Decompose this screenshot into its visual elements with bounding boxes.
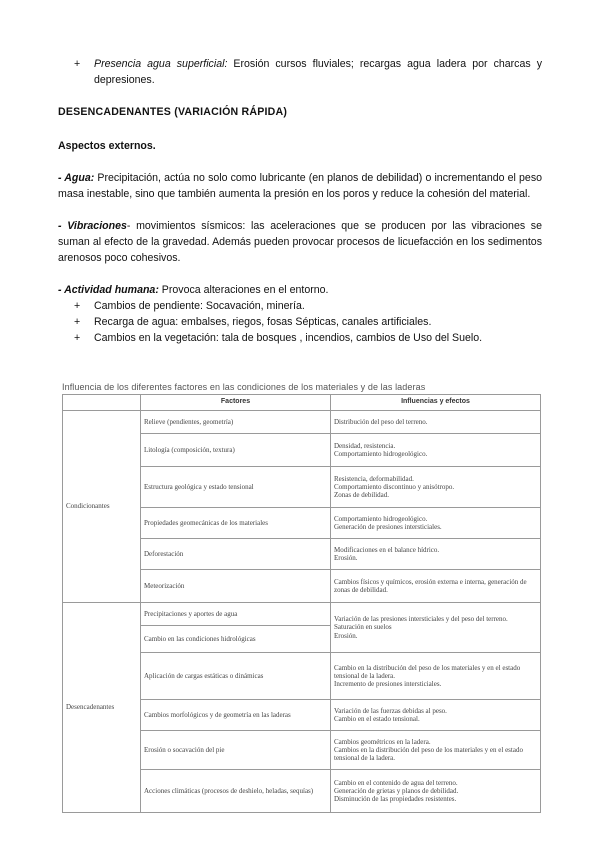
table-row [63,603,541,626]
factor-cell: Precipitaciones y aportes de agua [141,603,331,626]
document-page [58,56,542,346]
table-title: Influencia de los diferentes factores en las condiciones de los materiales y de las laderas [62,382,426,392]
factor-cell: Deforestación [141,539,331,570]
bullet-mark: + [74,58,81,70]
effect-cell: Comportamiento hidrogeológico. Generación de presiones intersticiales. [331,508,541,539]
factor-cell: Aplicación de cargas estáticas o dinámicas [141,653,331,700]
effect-cell: Modificaciones en el balance hídrico. Erosión. [331,539,541,570]
effect-cell: Cambio en el contenido de agua del terreno. Generación de grietas y planos de debilidad. Disminución de las propiedades resistentes. [331,770,541,813]
effect-cell: Cambio en la distribución del peso de los materiales y en el estado tensional de la ladera. Incremento de presiones intersticiales. [331,653,541,700]
effect-cell: Cambios geométricos en la ladera. Cambios en la distribución del peso de los materiales y en el estado tensional de la ladera. [331,731,541,770]
intro-bullet-label: Presencia agua superficial: [94,58,228,70]
group-label: Desencadenantes [63,603,141,813]
factors-table-image [62,380,540,804]
actividad-label: - Actividad humana: [58,284,159,296]
effect-cell: Variación de las presiones intersticiales y del peso del terreno. Saturación en suelos Erosión. [331,603,541,653]
vibraciones-text: - movimientos sísmicos: las aceleraciones que se producen por las vibraciones se suman al efecto de la gravedad. Además pueden provocar procesos de licuefacción en los sedimentos arenosos poco cohesivos. [58,220,542,264]
factor-cell: Cambio en las condiciones hidrológicas [141,626,331,653]
factor-cell: Erosión o socavación del pie [141,731,331,770]
intro-bullet-text: Erosión cursos fluviales; recargas agua ladera por charcas y depresiones. [94,58,542,86]
paragraph-vibraciones [58,218,542,266]
agua-text: Precipitación, actúa no solo como lubricante (en planos de debilidad) o incrementando el peso masa inestable, sino que también aumenta la presión en los poros y reduce la cohesión del material. [58,172,543,200]
effect-cell: Cambios físicos y químicos, erosión externa e interna, generación de zonas de debilidad. [331,570,541,603]
paragraph-actividad [58,282,542,298]
factor-cell: Relieve (pendientes, geometría) [141,411,331,434]
col-factores: Factores [141,395,331,411]
actividad-text: Provoca alteraciones en el entorno. [158,284,329,296]
intro-bullet [58,56,542,88]
effect-cell: Variación de las fuerzas debidas al peso. Cambio en el estado tensional. [331,700,541,731]
factor-cell: Estructura geológica y estado tensional [141,467,331,508]
bullet-mark: + [74,300,81,312]
subheading: Aspectos externos. [58,140,156,152]
list-item: + Recarga de agua: embalses, riegos, fosas Sépticas, canales artificiales. [74,316,432,328]
factor-cell: Meteorización [141,570,331,603]
section-heading: DESENCADENANTES (VARIACIÓN RÁPIDA) [58,106,288,118]
table-row [63,411,541,434]
factor-cell: Propiedades geomecánicas de los materiales [141,508,331,539]
factor-cell: Cambios morfológicos y de geometría en las laderas [141,700,331,731]
factor-cell: Acciones climáticas (procesos de deshielo, heladas, sequías) [141,770,331,813]
factor-cell: Litología (composición, textura) [141,434,331,467]
agua-label: - Agua: [58,172,95,184]
effect-cell: Distribución del peso del terreno. [331,411,541,434]
effect-cell: Densidad, resistencia. Comportamiento hidrogeológico. [331,434,541,467]
bullet-mark: + [74,316,81,328]
actividad-list [58,298,542,346]
factors-table [62,394,541,813]
group-label: Condicionantes [63,411,141,603]
effect-cell: Resistencia, deformabilidad. Comportamiento discontinuo y anisótropo. Zonas de debilidad. [331,467,541,508]
bullet-mark: + [74,332,81,344]
paragraph-agua [58,170,542,202]
list-item: + Cambios de pendiente: Socavación, minería. [74,300,305,312]
vibraciones-label: - Vibraciones [58,220,127,232]
list-item: + Cambios en la vegetación: tala de bosques , incendios, cambios de Uso del Suelo. [74,332,483,344]
col-influencias: Influencias y efectos [331,395,541,411]
